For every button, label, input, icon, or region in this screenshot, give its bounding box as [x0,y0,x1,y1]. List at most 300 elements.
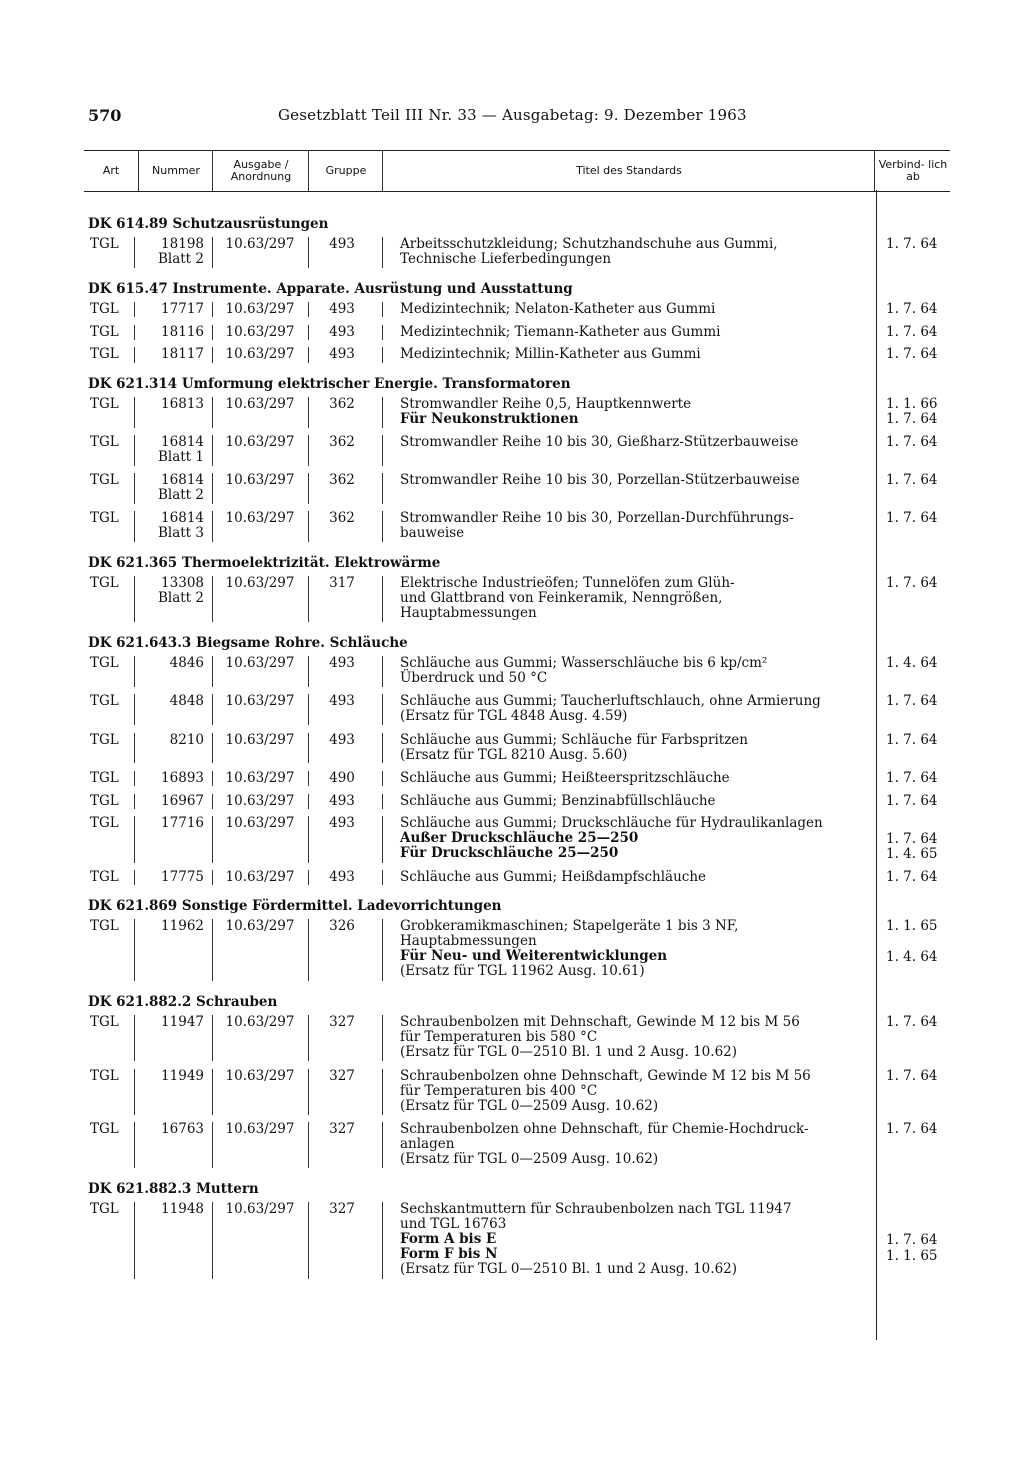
titel-line: Form F bis N [400,1246,498,1263]
titel-cell [400,325,880,340]
column-header-gruppe: Gruppe [308,151,383,191]
column-separator [308,694,309,725]
column-separator [382,919,383,981]
verbindlich-cell [886,919,946,965]
titel-line: Hauptabmessungen [400,605,537,622]
column-separator [308,1122,309,1168]
ausgabe-cell: 10.63/297 [225,510,295,527]
table-row [88,576,948,622]
verbindlich-line [886,935,946,950]
ausgabe-cell: 10.63/297 [225,395,295,412]
nummer-cell [136,1015,204,1030]
titel-cell [400,347,880,362]
verbindlich-line: 1. 7. 64 [886,769,938,786]
titel-line: (Ersatz für TGL 8210 Ausg. 5.60) [400,746,628,763]
titel-line: Schraubenbolzen ohne Dehnschaft, für Chemie-Hochdruck- [400,1121,809,1138]
nummer-cell [136,694,204,709]
verbindlich-line: 1. 7. 64 [886,693,938,710]
gruppe-cell: 327 [329,1013,355,1030]
section [88,553,948,622]
table-row [88,919,948,981]
titel-cell [400,511,880,541]
nummer-cell [136,656,204,671]
ausgabe-cell: 10.63/297 [225,693,295,710]
section-heading: DK 621.882.3 Muttern [88,1181,259,1198]
table-body [88,208,948,1279]
column-header-art: Art [102,164,120,177]
titel-line: (Ersatz für TGL 0—2509 Ausg. 10.62) [400,1151,659,1168]
column-separator [212,1015,213,1061]
nummer-line: Blatt 2 [157,590,204,607]
column-separator [134,237,135,268]
verbindlich-line: 1. 7. 64 [886,830,938,847]
ausgabe-cell: 10.63/297 [225,472,295,489]
verbindlich-cell [886,511,946,526]
verbindlich-cell [886,794,946,809]
column-separator [134,1202,135,1279]
verbindlich-line: 1. 4. 64 [886,949,938,966]
titel-line: Stromwandler Reihe 10 bis 30, Gießharz-Stützerbauweise [400,433,799,450]
ausgabe-cell: 10.63/297 [225,655,295,672]
verbindlich-cell [886,397,946,428]
titel-cell [400,1069,880,1114]
column-separator [382,771,383,786]
titel-cell [400,771,880,786]
nummer-line: 11949 [161,1067,204,1084]
art-cell: TGL [90,1067,119,1084]
table-row [88,1015,948,1061]
column-separator [308,733,309,764]
column-header-ausgabe: Ausgabe / Anordnung [212,151,309,191]
column-separator [134,794,135,809]
page-title: Gesetzblatt Teil III Nr. 33 — Ausgabetag: 9. Dezember 1963 [278,106,747,124]
verbindlich-line: 1. 7. 64 [886,472,938,489]
verbindlich-line: 1. 7. 64 [886,1013,938,1030]
verbindlich-line: 1. 1. 65 [886,1247,938,1264]
column-separator [134,576,135,622]
nummer-cell [136,435,204,465]
column-separator [212,816,213,862]
section [88,1179,948,1279]
gruppe-cell: 326 [329,918,355,935]
ausgabe-cell: 10.63/297 [225,1121,295,1138]
nummer-line: 17775 [161,869,204,885]
column-separator [308,656,309,687]
column-separator [308,435,309,466]
column-separator [308,794,309,809]
table-row [88,1202,948,1279]
column-separator [134,816,135,862]
titel-cell [400,473,880,488]
titel-line: Medizintechnik; Millin-Katheter aus Gummi [400,346,701,363]
column-separator [382,237,383,268]
titel-line: Schläuche aus Gummi; Druckschläuche für Hydraulikanlagen [400,815,823,832]
column-separator [382,511,383,542]
titel-line: Hauptabmessungen [400,933,537,950]
nummer-cell [136,347,204,362]
nummer-cell [136,919,204,934]
column-separator [212,656,213,687]
verbindlich-cell [886,1015,946,1030]
ausgabe-cell: 10.63/297 [225,1013,295,1030]
verbindlich-line: 1. 7. 64 [886,1121,938,1138]
ausgabe-cell: 10.63/297 [225,575,295,592]
nummer-line: 16814 [161,472,204,489]
column-separator [212,302,213,317]
nummer-cell [136,1122,204,1137]
art-cell: TGL [90,472,119,489]
titel-line: und TGL 16763 [400,1216,507,1233]
titel-line: Schläuche aus Gummi; Heißteerspritzschläuche [400,769,730,786]
column-separator [134,656,135,687]
nummer-cell [136,576,204,606]
table-row [88,816,948,862]
nummer-line: 13308 [161,575,204,592]
titel-line: Stromwandler Reihe 10 bis 30, Porzellan-Stützerbauweise [400,472,800,489]
nummer-cell [136,397,204,412]
verbindlich-line: 1. 7. 64 [886,300,938,317]
titel-line: Für Druckschläuche 25—250 [400,845,619,862]
column-separator [212,794,213,809]
nummer-line: 8210 [169,731,204,748]
titel-line: Medizintechnik; Nelaton-Katheter aus Gummi [400,300,716,317]
column-header-verbindlich: Verbind- lich ab [874,151,951,191]
column-separator [134,771,135,786]
titel-line: Form A bis E [400,1231,497,1248]
nummer-cell [136,473,204,503]
verbindlich-line: 1. 7. 64 [886,869,938,885]
gruppe-cell: 327 [329,1067,355,1084]
column-separator [212,919,213,981]
nummer-line: Blatt 3 [157,525,204,542]
column-separator [382,816,383,862]
table-row [88,302,948,317]
nummer-line: 16814 [161,510,204,527]
column-separator [134,1015,135,1061]
verbindlich-line [886,816,946,831]
gruppe-cell: 362 [329,433,355,450]
verbindlich-cell [886,694,946,709]
titel-line: Überdruck und 50 °C [400,670,548,687]
verbindlich-cell [886,576,946,591]
section [88,633,948,885]
section-heading: DK 621.314 Umformung elektrischer Energie. Transformatoren [88,375,571,392]
art-cell: TGL [90,395,119,412]
table-row [88,1069,948,1115]
table-row [88,511,948,542]
nummer-cell [136,1069,204,1084]
art-cell: TGL [90,236,119,252]
column-separator [134,733,135,764]
column-separator [382,347,383,362]
table-header [84,150,950,192]
titel-line: Technische Lieferbedingungen [400,251,612,267]
verbindlich-line: 1. 7. 64 [886,510,938,527]
table-row [88,473,948,504]
column-separator [382,397,383,428]
column-separator [134,870,135,885]
column-separator [382,325,383,340]
titel-cell [400,302,880,317]
titel-line: bauweise [400,525,465,542]
column-separator [212,347,213,362]
column-separator [308,576,309,622]
gruppe-cell: 327 [329,1201,355,1218]
column-separator [134,397,135,428]
titel-cell [400,435,880,450]
art-cell: TGL [90,918,119,935]
nummer-line: 4846 [169,655,204,672]
column-separator [382,794,383,809]
column-separator [212,870,213,885]
page-header [88,106,948,132]
nummer-line: 17716 [161,815,204,832]
ausgabe-cell: 10.63/297 [225,731,295,748]
titel-line: anlagen [400,1136,455,1153]
verbindlich-cell [886,325,946,340]
column-separator [134,302,135,317]
titel-line: Schraubenbolzen mit Dehnschaft, Gewinde M 12 bis M 56 [400,1013,800,1030]
verbindlich-cell [886,347,946,362]
verbindlich-line: 1. 7. 64 [886,323,938,340]
table-row [88,694,948,725]
ausgabe-cell: 10.63/297 [225,792,295,809]
nummer-line: 16893 [161,769,204,786]
art-cell: TGL [90,869,119,885]
verbindlich-line [886,1218,946,1233]
titel-cell [400,794,880,809]
section-heading: DK 615.47 Instrumente. Apparate. Ausrüstung und Ausstattung [88,280,573,297]
column-separator [382,302,383,317]
ausgabe-cell: 10.63/297 [225,323,295,340]
nummer-cell [136,794,204,809]
column-separator [308,397,309,428]
titel-line: (Ersatz für TGL 0—2510 Bl. 1 und 2 Ausg. 10.62) [400,1043,738,1060]
verbindlich-line: 1. 7. 64 [886,1232,938,1249]
column-separator [308,237,309,268]
gruppe-cell: 362 [329,510,355,527]
table-row [88,656,948,687]
art-cell: TGL [90,1201,119,1218]
nummer-line: Blatt 2 [157,251,204,267]
art-cell: TGL [90,1013,119,1030]
column-separator [212,733,213,764]
verbindlich-cell [886,816,946,862]
table-row [88,733,948,764]
nummer-line: 17717 [161,300,204,317]
column-separator [212,473,213,504]
titel-line: Außer Druckschläuche 25—250 [400,830,639,847]
ausgabe-cell: 10.63/297 [225,1201,295,1218]
nummer-line: 16967 [161,792,204,809]
verbindlich-line: 1. 4. 65 [886,846,938,863]
verbindlich-line: 1. 4. 64 [886,655,938,672]
verbindlich-line: 1. 7. 64 [886,575,938,592]
gruppe-cell: 493 [329,655,355,672]
nummer-line: Blatt 2 [157,487,204,504]
titel-line: Grobkeramikmaschinen; Stapelgeräte 1 bis 3 NF, [400,918,739,935]
gruppe-cell: 493 [329,300,355,317]
column-separator [308,919,309,981]
gruppe-cell: 362 [329,395,355,412]
nummer-line: 11947 [161,1013,204,1030]
verbindlich-cell [886,473,946,488]
titel-line: Sechskantmuttern für Schraubenbolzen nach TGL 11947 [400,1201,792,1218]
nummer-cell [136,870,204,885]
ausgabe-cell: 10.63/297 [225,1067,295,1084]
page-number: 570 [88,106,122,125]
nummer-line: 11962 [161,918,204,935]
gruppe-cell: 317 [329,575,355,592]
column-separator [382,1015,383,1061]
verbindlich-cell [886,771,946,786]
table-row [88,771,948,786]
section-heading: DK 621.869 Sonstige Fördermittel. Ladevorrichtungen [88,898,502,915]
verbindlich-line: 1. 1. 66 [886,395,938,412]
titel-line: Schraubenbolzen ohne Dehnschaft, Gewinde M 12 bis M 56 [400,1067,811,1084]
titel-line: Elektrische Industrieöfen; Tunnelöfen zum Glüh- [400,575,735,592]
nummer-line: 16813 [161,395,204,412]
titel-line: und Glattbrand von Feinkeramik, Nenngrößen, [400,590,723,607]
column-separator [212,694,213,725]
titel-line: Schläuche aus Gummi; Taucherluftschlauch, ohne Armierung [400,693,821,710]
column-separator [382,870,383,885]
column-separator [212,511,213,542]
column-separator [212,576,213,622]
ausgabe-cell: 10.63/297 [225,918,295,935]
gruppe-cell: 493 [329,693,355,710]
column-separator [212,771,213,786]
column-separator [382,733,383,764]
titel-line: für Temperaturen bis 400 °C [400,1082,598,1099]
titel-cell [400,733,880,763]
column-separator [382,435,383,466]
verbindlich-line: 1. 7. 64 [886,411,938,428]
table-row [88,325,948,340]
art-cell: TGL [90,655,119,672]
gruppe-cell: 493 [329,792,355,809]
column-separator [308,1202,309,1279]
titel-line: Stromwandler Reihe 0,5, Hauptkennwerte [400,395,692,412]
column-separator [308,347,309,362]
column-separator [308,771,309,786]
nummer-cell [136,816,204,831]
verbindlich-cell [886,435,946,450]
column-separator [382,1202,383,1279]
gruppe-cell: 493 [329,346,355,363]
ausgabe-cell: 10.63/297 [225,236,295,252]
section [88,896,948,981]
nummer-line: 11948 [161,1201,204,1218]
titel-line: Stromwandler Reihe 10 bis 30, Porzellan-Durchführungs- [400,510,794,527]
ausgabe-cell: 10.63/297 [225,433,295,450]
titel-line: Schläuche aus Gummi; Wasserschläuche bis 6 kp/cm² [400,655,768,672]
nummer-line: 18117 [161,346,204,363]
column-separator [134,325,135,340]
art-cell: TGL [90,323,119,340]
nummer-cell [136,511,204,541]
section-heading: DK 621.365 Thermoelektrizität. Elektrowärme [88,555,441,572]
gruppe-cell: 493 [329,869,355,885]
verbindlich-cell [886,237,946,252]
titel-line: (Ersatz für TGL 4848 Ausg. 4.59) [400,708,628,725]
column-separator [308,870,309,885]
column-separator [308,1015,309,1061]
column-header-nummer: Nummer [138,151,213,191]
verbindlich-line: 1. 7. 64 [886,731,938,748]
titel-line: Schläuche aus Gummi; Heißdampfschläuche [400,869,707,885]
titel-line: Für Neukonstruktionen [400,410,579,427]
nummer-line: 16814 [161,433,204,450]
table-row [88,237,948,268]
column-separator [308,816,309,862]
column-separator [134,1122,135,1168]
section [88,214,948,268]
table-row [88,397,948,428]
column-separator [134,473,135,504]
column-separator [212,435,213,466]
table-row [88,1122,948,1168]
section-heading: DK 621.643.3 Biegsame Rohre. Schläuche [88,635,408,652]
column-separator [382,576,383,622]
art-cell: TGL [90,1121,119,1138]
column-separator [308,473,309,504]
column-separator [308,302,309,317]
verbindlich-line: 1. 7. 64 [886,433,938,450]
gruppe-cell: 493 [329,236,355,252]
verbindlich-line: 1. 7. 64 [886,1067,938,1084]
ausgabe-cell: 10.63/297 [225,300,295,317]
section-heading: DK 614.89 Schutzausrüstungen [88,216,329,232]
art-cell: TGL [90,575,119,592]
titel-line: (Ersatz für TGL 11962 Ausg. 10.61) [400,963,645,980]
column-separator [212,1202,213,1279]
nummer-line: 4848 [169,693,204,710]
column-separator [308,325,309,340]
column-separator [308,511,309,542]
art-cell: TGL [90,792,119,809]
nummer-cell [136,771,204,786]
verbindlich-cell [886,1202,946,1264]
gruppe-cell: 493 [329,815,355,832]
titel-line: Für Neu- und Weiterentwicklungen [400,948,668,965]
ausgabe-cell: 10.63/297 [225,346,295,363]
verbindlich-cell [886,656,946,671]
verbindlich-line: 1. 1. 65 [886,918,938,935]
column-separator [382,1069,383,1115]
column-separator [134,919,135,981]
verbindlich-cell [886,733,946,748]
gruppe-cell: 362 [329,472,355,489]
column-separator [212,325,213,340]
verbindlich-line: 1. 7. 64 [886,792,938,809]
titel-line: Schläuche aus Gummi; Benzinabfüllschläuche [400,792,716,809]
column-separator [212,237,213,268]
section [88,992,948,1168]
verbindlich-cell [886,302,946,317]
titel-line: (Ersatz für TGL 0—2509 Ausg. 10.62) [400,1097,659,1114]
titel-line: (Ersatz für TGL 0—2510 Bl. 1 und 2 Ausg. 10.62) [400,1261,738,1278]
gruppe-cell: 493 [329,731,355,748]
titel-line: Arbeitsschutzkleidung; Schutzhandschuhe aus Gummi, [400,236,778,252]
titel-line: Medizintechnik; Tiemann-Katheter aus Gummi [400,323,721,340]
column-separator [382,473,383,504]
art-cell: TGL [90,300,119,317]
art-cell: TGL [90,769,119,786]
art-cell: TGL [90,433,119,450]
nummer-line: 16763 [161,1121,204,1138]
table-row [88,870,948,885]
